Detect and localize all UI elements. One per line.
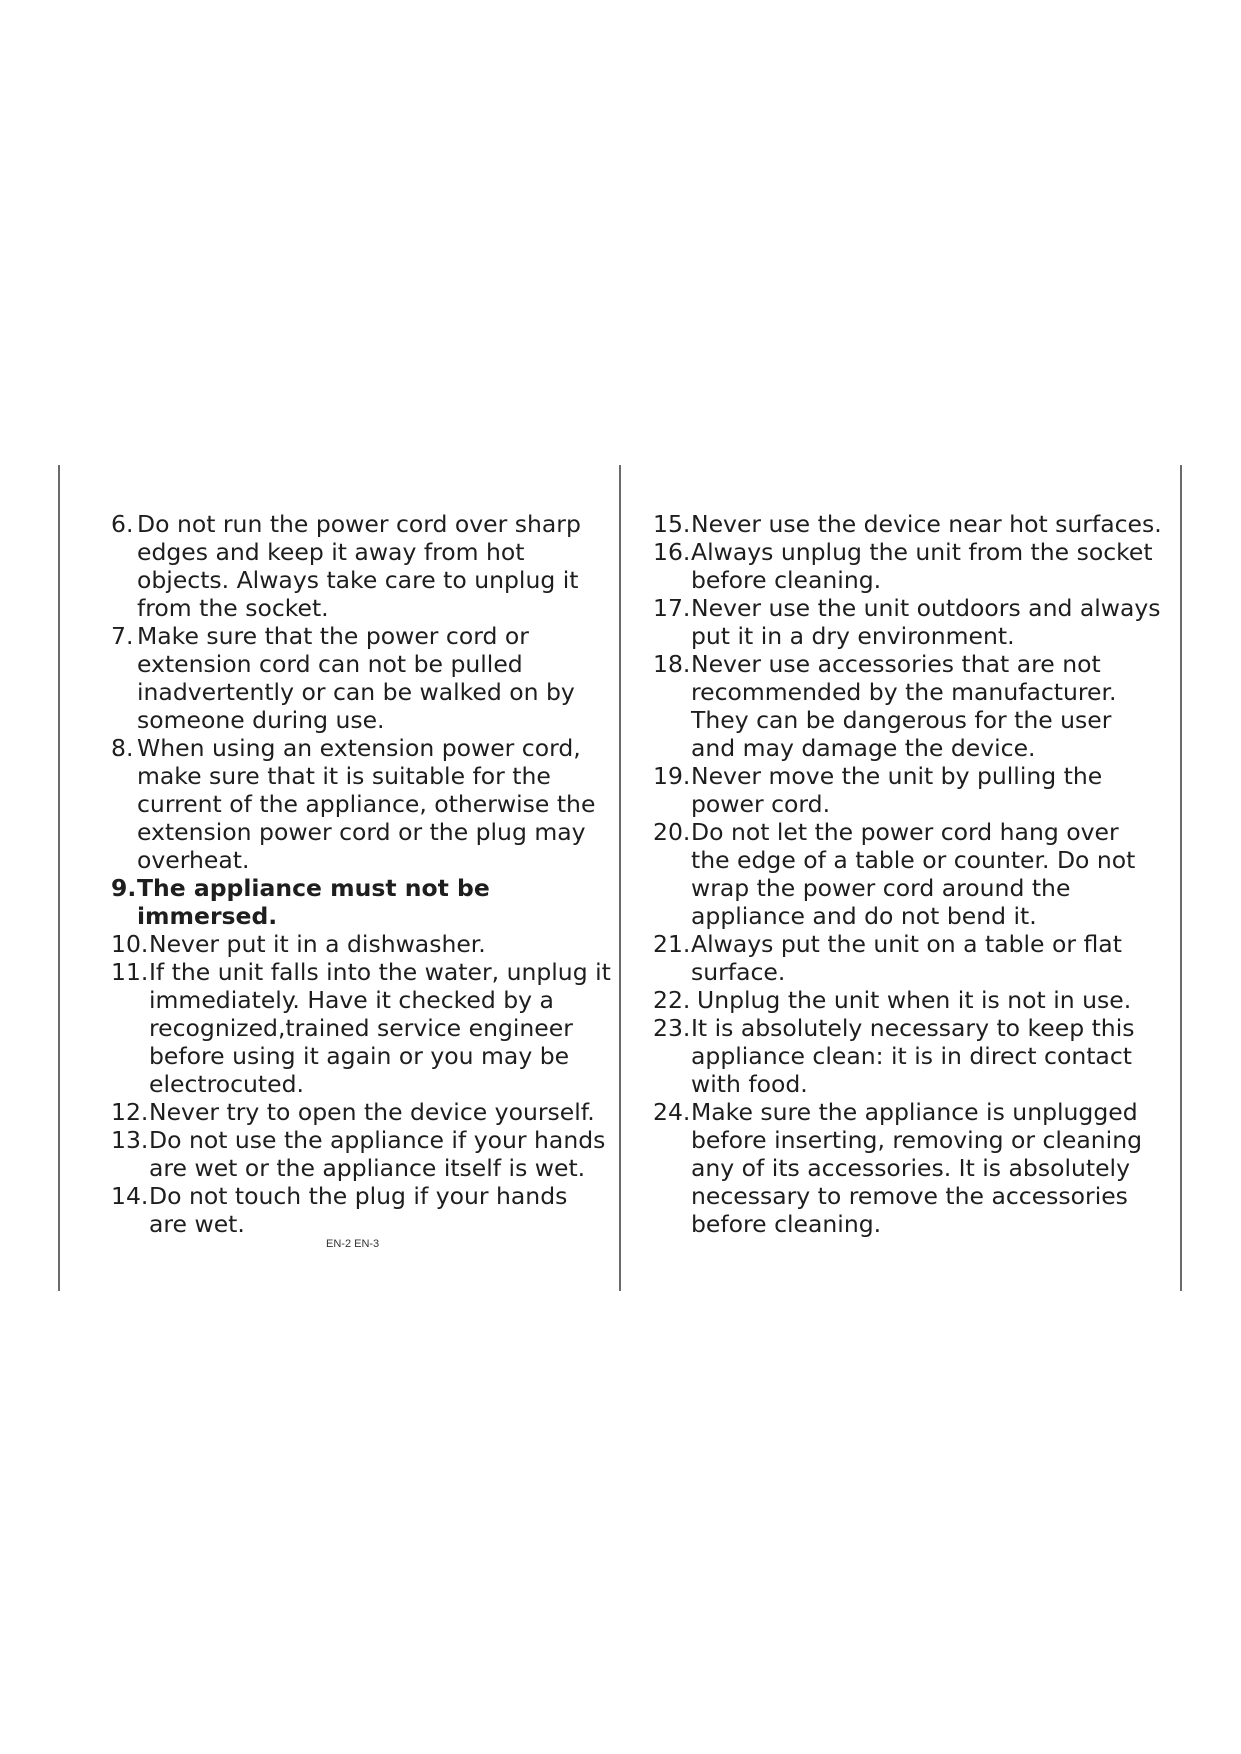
list-item <box>111 734 611 874</box>
item-number: 23. <box>653 1014 691 1042</box>
list-item <box>111 1182 611 1238</box>
item-number: 24. <box>653 1098 691 1126</box>
item-text: If the unit falls into the water, unplug it immediately. Have it checked by a recognized,trained service engineer before using it again or you may be electrocuted. <box>149 958 611 1098</box>
item-text: Make sure the appliance is unplugged before inserting, removing or cleaning any of its accessories. It is absolutely necessary to remove the accessories before cleaning. <box>691 1098 1143 1238</box>
right-instructions-list <box>653 510 1163 1238</box>
item-text: Unplug the unit when it is not in use. <box>697 986 1132 1014</box>
item-text: Always put the unit on a table or flat surface. <box>691 930 1122 986</box>
item-text: Never move the unit by pulling the power cord. <box>691 762 1103 818</box>
left-border-line <box>58 465 60 1291</box>
item-number: 9. <box>111 874 137 902</box>
item-number: 21. <box>653 930 691 958</box>
item-number: 19. <box>653 762 691 790</box>
item-number: 6. <box>111 510 134 538</box>
right-border-line <box>1180 465 1182 1291</box>
item-number: 16. <box>653 538 691 566</box>
list-item-warning <box>111 874 611 930</box>
item-text: It is absolutely necessary to keep this appliance clean: it is in direct contact with food. <box>691 1014 1135 1098</box>
list-item <box>653 762 1163 818</box>
list-item <box>653 1014 1163 1098</box>
item-text: Never use the unit outdoors and always put it in a dry environment. <box>691 594 1161 650</box>
center-divider-line <box>619 465 621 1291</box>
list-item <box>653 594 1163 650</box>
item-number: 22. <box>653 986 691 1014</box>
item-number: 8. <box>111 734 134 762</box>
item-text: Do not run the power cord over sharp edges and keep it away from hot objects. Always take care to unplug it from the socket. <box>137 510 581 622</box>
list-item <box>111 510 611 622</box>
item-number: 18. <box>653 650 691 678</box>
list-item <box>111 1098 611 1126</box>
item-text: Make sure that the power cord or extension cord can not be pulled inadvertently or can be walked on by someone during use. <box>137 622 575 734</box>
item-text: The appliance must not be immersed. <box>137 874 490 930</box>
item-number: 10. <box>111 930 149 958</box>
item-number: 20. <box>653 818 691 846</box>
list-item <box>111 622 611 734</box>
list-item <box>653 818 1163 930</box>
list-item <box>111 958 611 1098</box>
item-text: When using an extension power cord, make sure that it is suitable for the current of the appliance, otherwise the extension power cord or the plug may overheat. <box>137 734 596 874</box>
list-item <box>653 986 1163 1014</box>
item-number: 14. <box>111 1182 149 1210</box>
left-instructions-list <box>111 510 611 1238</box>
list-item <box>653 1098 1163 1238</box>
list-item <box>111 1126 611 1182</box>
item-text: Never use accessories that are not recommended by the manufacturer. They can be dangerous for the user and may damage the device. <box>691 650 1117 762</box>
item-number: 7. <box>111 622 134 650</box>
item-text: Do not let the power cord hang over the edge of a table or counter. Do not wrap the power cord around the appliance and do not bend it. <box>691 818 1136 930</box>
item-number: 12. <box>111 1098 149 1126</box>
item-number: 15. <box>653 510 691 538</box>
item-number: 11. <box>111 958 149 986</box>
item-text: Never put it in a dishwasher. <box>149 930 486 958</box>
item-text: Always unplug the unit from the socket before cleaning. <box>691 538 1153 594</box>
list-item <box>111 930 611 958</box>
list-item <box>653 538 1163 594</box>
item-number: 17. <box>653 594 691 622</box>
item-text: Never try to open the device yourself. <box>149 1098 595 1126</box>
list-item <box>653 650 1163 762</box>
item-text: Do not use the appliance if your hands are wet or the appliance itself is wet. <box>149 1126 606 1182</box>
item-text: Do not touch the plug if your hands are wet. <box>149 1182 568 1238</box>
list-item <box>653 510 1163 538</box>
page-number-footer: EN-2 EN-3 <box>326 1238 380 1250</box>
item-text: Never use the device near hot surfaces. <box>691 510 1162 538</box>
list-item <box>653 930 1163 986</box>
item-number: 13. <box>111 1126 149 1154</box>
